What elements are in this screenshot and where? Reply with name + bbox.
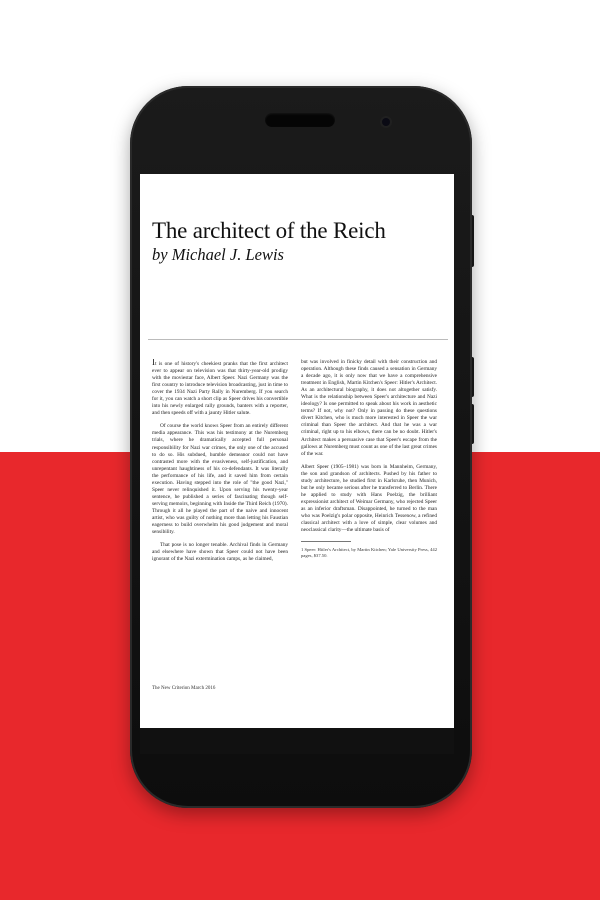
paragraph: Albert Speer (1905–1981) was born in Mannheim, Germany, the son and grandson of architects. Pushed by his father to study architecture, he studied first in Karlsruhe, then Munich, but he only became serious after he transferred to Berlin. There he applied to study with Hans Poelzig, the brilliant expressionist architect of Weimar Germany, who rejected Speer as an inferior draftsman. Disappointed, he turned to the man who was Poelzig's polar opposite, Heinrich Tessenow, a refined classical architect with a love of simple, clear volumes and neoclassical clarity—the ultimate basis of bbox=[301, 463, 437, 534]
phone-screen[interactable] bbox=[140, 174, 454, 728]
header-divider bbox=[148, 339, 448, 340]
paragraph: That pose is no longer tenable. Archival finds in Germany and elsewhere have shown that Speer could not have been ignorant of the Nazi extermination camps, as he claimed, bbox=[152, 542, 288, 563]
article-column-left bbox=[152, 359, 288, 679]
article-title: The architect of the Reich bbox=[152, 218, 386, 243]
paragraph: but was involved in finicky detail with their construction and operation. Although these finds caused a sensation in Germany a decade ago, it is only now that we have a comprehensive treatment in English, Martin Kitchen's Speer: Hitler's Architect. As an architectural biography, it does not altogether satisfy. What is the relationship between Speer's architecture and Nazi ideology? Is one permitted to speak about his work in aesthetic terms? If not, why not? Only in passing do these questions divert Kitchen, who is much more interested in Speer the war criminal than Speer the architect. And that he was a war criminal, right up to his elbows, there can be no doubt. Hitler's Architect makes a persuasive case that Speer's escape from the gallows at Nuremberg must count as one of the last great crimes of the war. bbox=[301, 359, 437, 457]
paragraph: It is one of history's cheekiest pranks that the first architect ever to appear on television was that thirty-year-old prodigy with the moviestar face, Albert Speer. Nazi Germany was the first country to introduce television broadcasting, just in time to cover the 1934 Nazi Party Rally in Nuremberg. If you search for it, you can watch a short clip as Speer drives his convertible into his newly enlarged rally grounds, banters with a reporter, and then speeds off with a jaunty Hitler salute. bbox=[152, 359, 288, 417]
drop-cap-letter: I bbox=[152, 359, 155, 367]
front-camera-icon bbox=[382, 118, 390, 126]
phone-device bbox=[130, 86, 472, 808]
article-column-right bbox=[301, 359, 437, 679]
footnote: 1 Speer: Hitler's Architect, by Martin Kitchen; Yale University Press, 442 pages, $37.50. bbox=[301, 547, 437, 559]
paragraph: Of course the world knows Speer from an entirely different media appearance. This was his testimony at the Nuremberg trials, where he dramatically accepted full personal responsibility for Nazi war crimes, the only one of the accused to do so. His subdued, humble demeanor could not have contrasted more with the evasiveness, self-justification, and unrepentant haughtiness of his co-defendants. It was literally the performance of his life, and it saved him from certain execution. Having stepped into the role of "the good Nazi," Speer never relinquished it. Upon serving his twenty-year sentence, he published a series of fascinating though self-serving memoirs, beginning with Inside the Third Reich (1970). Through it all he played the part of the naive and innocent artist, who was guilty of nothing more than letting his Faustian eagerness to build overwhelm his good judgement and moral sensibility. bbox=[152, 423, 288, 536]
article-body[interactable] bbox=[152, 359, 442, 679]
article-byline: by Michael J. Lewis bbox=[152, 245, 284, 264]
page-footer: The New Criterion March 2016 bbox=[152, 686, 216, 691]
earpiece-speaker bbox=[265, 113, 335, 127]
phone-nav-bar bbox=[140, 728, 454, 754]
article-header bbox=[152, 218, 448, 265]
footnote-divider bbox=[301, 541, 351, 542]
